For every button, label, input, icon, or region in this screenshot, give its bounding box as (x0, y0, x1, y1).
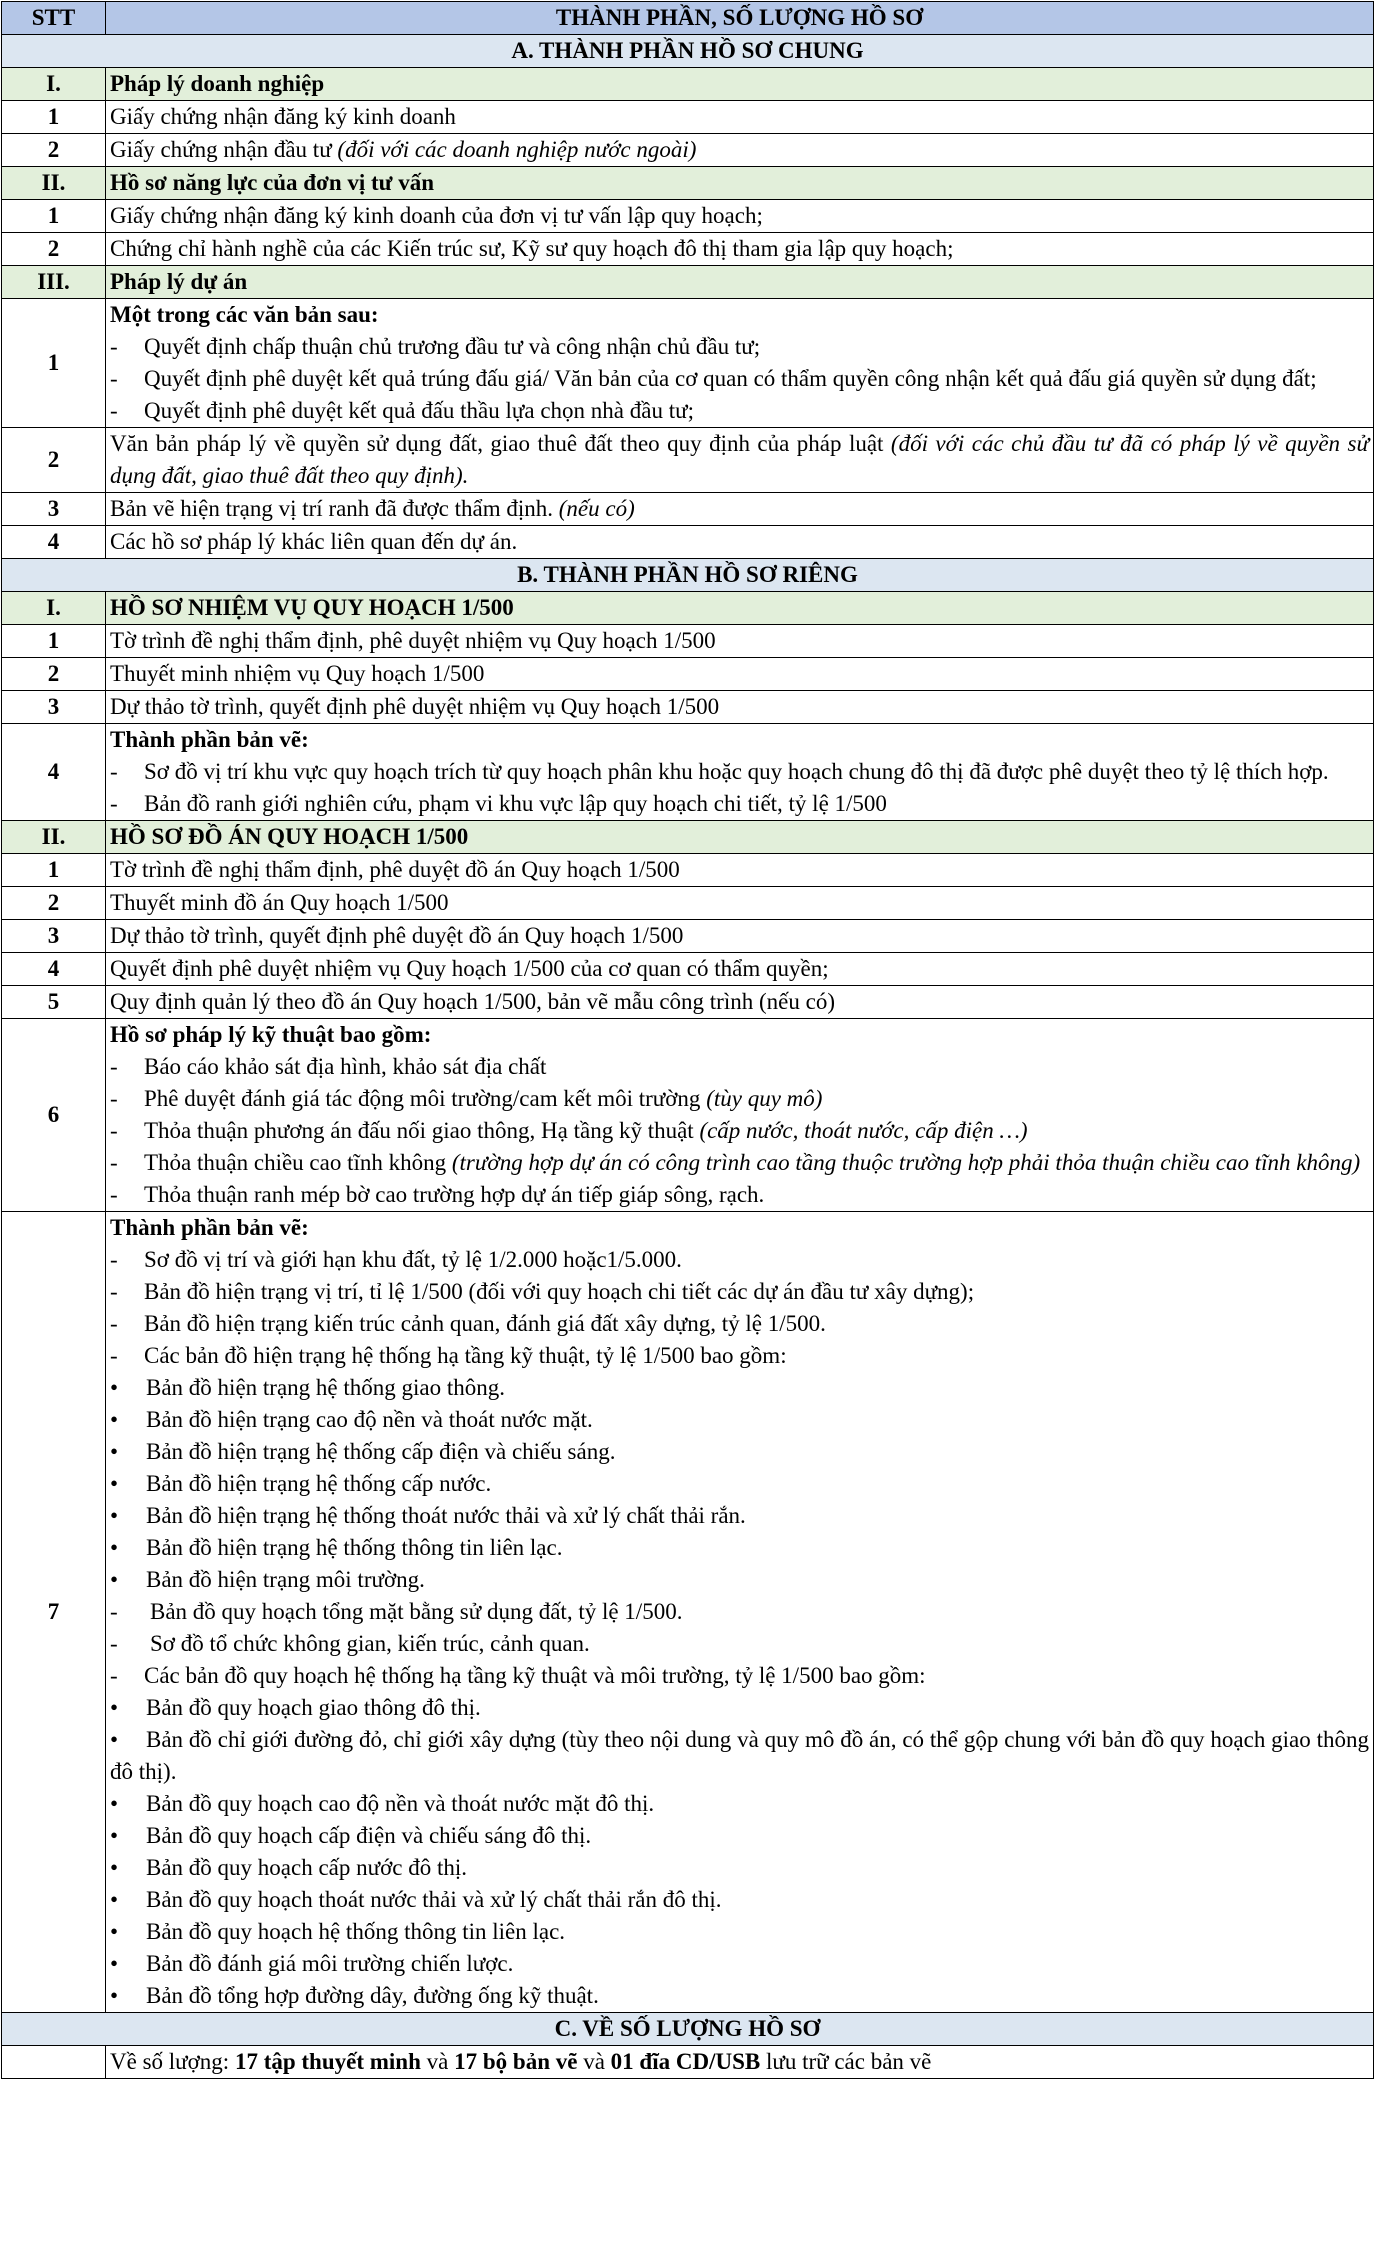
bullet-marker: • (110, 1567, 119, 1592)
row-no: 2 (2, 134, 106, 167)
list-item: Bản đồ hiện trạng vị trí, tỉ lệ 1/500 (đối với quy hoạch chi tiết các dự án đầu tư xây dựng); (144, 1279, 975, 1304)
row-no: 1 (2, 101, 106, 134)
list-item: Sơ đồ vị trí và giới hạn khu đất, tỷ lệ 1/2.000 hoặc1/5.000. (144, 1247, 682, 1272)
table-row (2, 724, 1374, 821)
list-item: Bản đồ chỉ giới đường đỏ, chỉ giới xây dựng (tùy theo nội dung và quy mô đồ án, có thể gộp chung với bản đồ quy hoạch giao thông đô thị). (110, 1727, 1369, 1784)
row-no: 1 (2, 854, 106, 887)
list-item: Bản đồ quy hoạch hệ thống thông tin liên lạc. (146, 1919, 566, 1944)
row-text: Giấy chứng nhận đăng ký kinh doanh (106, 101, 1374, 134)
quantity-part: và (577, 2049, 611, 2074)
list-item: Bản đồ hiện trạng hệ thống thoát nước thải và xử lý chất thải rắn. (146, 1503, 746, 1528)
table-row (2, 854, 1374, 887)
row-no-empty (2, 2046, 106, 2079)
group-no: I. (2, 592, 106, 625)
row-text (106, 1212, 1374, 2013)
dash-marker: - (110, 1150, 118, 1175)
group-no: II. (2, 821, 106, 854)
row-text: Tờ trình đề nghị thẩm định, phê duyệt nhiệm vụ Quy hoạch 1/500 (106, 625, 1374, 658)
dash-marker: - (110, 1182, 118, 1207)
row-no: 5 (2, 986, 106, 1019)
list-item: Bản đồ quy hoạch giao thông đô thị. (146, 1695, 481, 1720)
bullet-marker: • (110, 1823, 119, 1848)
dash-marker: - (110, 1631, 118, 1656)
table-row (2, 1019, 1374, 1212)
row-text: Dự thảo tờ trình, quyết định phê duyệt nhiệm vụ Quy hoạch 1/500 (106, 691, 1374, 724)
bullet-marker: • (110, 1983, 119, 2008)
group-a-2 (2, 167, 1374, 200)
group-title: Hồ sơ năng lực của đơn vị tư vấn (106, 167, 1374, 200)
section-b (2, 559, 1374, 592)
row-no: 1 (2, 625, 106, 658)
bullet-marker: • (110, 1375, 119, 1400)
dash-marker: - (110, 334, 118, 359)
bullet-marker: • (110, 1855, 119, 1880)
row-heading: Một trong các văn bản sau: (110, 302, 379, 327)
row-text: Quy định quản lý theo đồ án Quy hoạch 1/500, bản vẽ mẫu công trình (nếu có) (106, 986, 1374, 1019)
section-b-title: B. THÀNH PHẦN HỒ SƠ RIÊNG (2, 559, 1374, 592)
table-row (2, 299, 1374, 428)
list-item: Bản đồ đánh giá môi trường chiến lược. (146, 1951, 514, 1976)
row-heading: Thành phần bản vẽ: (110, 1215, 309, 1240)
list-item: Các bản đồ quy hoạch hệ thống hạ tầng kỹ thuật và môi trường, tỷ lệ 1/500 bao gồm: (144, 1663, 926, 1688)
dash-marker: - (110, 1247, 118, 1272)
list-item: Bản đồ hiện trạng hệ thống giao thông. (146, 1375, 505, 1400)
bullet-marker: • (110, 1919, 119, 1944)
dash-marker: - (110, 1663, 118, 1688)
dash-marker: - (110, 1343, 118, 1368)
row-text: Thuyết minh đồ án Quy hoạch 1/500 (106, 887, 1374, 920)
dash-marker: - (110, 1599, 118, 1624)
row-note: (đối với các doanh nghiệp nước ngoài) (337, 137, 697, 162)
section-c-title: C. VỀ SỐ LƯỢNG HỒ SƠ (2, 2013, 1374, 2046)
list-item: Các bản đồ hiện trạng hệ thống hạ tầng kỹ thuật, tỷ lệ 1/500 bao gồm: (144, 1343, 787, 1368)
table-row (2, 493, 1374, 526)
row-no: 3 (2, 691, 106, 724)
quantity-part: Về số lượng: (110, 2049, 235, 2074)
group-title: HỒ SƠ ĐỒ ÁN QUY HOẠCH 1/500 (106, 821, 1374, 854)
quantity-text (106, 2046, 1374, 2079)
table-row (2, 428, 1374, 493)
row-no: 2 (2, 658, 106, 691)
quantity-part: và (420, 2049, 455, 2074)
list-item: Sơ đồ vị trí khu vực quy hoạch trích từ quy hoạch phân khu hoặc quy hoạch chung đô thị đã được phê duyệt theo tỷ lệ thích hợp. (144, 759, 1329, 784)
header-title: THÀNH PHẦN, SỐ LƯỢNG HỒ SƠ (106, 2, 1374, 35)
row-no: 3 (2, 920, 106, 953)
row-text: Giấy chứng nhận đăng ký kinh doanh của đơn vị tư vấn lập quy hoạch; (106, 200, 1374, 233)
dash-marker: - (110, 791, 118, 816)
list-item: Bản đồ tổng hợp đường dây, đường ống kỹ thuật. (146, 1983, 599, 2008)
row-heading: Thành phần bản vẽ: (110, 727, 309, 752)
dash-marker: - (110, 759, 118, 784)
group-title: Pháp lý dự án (106, 266, 1374, 299)
bullet-marker: • (110, 1887, 119, 1912)
group-b-2 (2, 821, 1374, 854)
group-b-1 (2, 592, 1374, 625)
table-row (2, 887, 1374, 920)
quantity-part: lưu trữ các bản vẽ (760, 2049, 932, 2074)
row-text (106, 299, 1374, 428)
row-note: (nếu có) (558, 496, 635, 521)
row-no: 4 (2, 526, 106, 559)
list-item: Sơ đồ tổ chức không gian, kiến trúc, cảnh quan. (150, 1631, 590, 1656)
bullet-marker: • (110, 1951, 119, 1976)
row-text: Thuyết minh nhiệm vụ Quy hoạch 1/500 (106, 658, 1374, 691)
list-item-note: (cấp nước, thoát nước, cấp điện …) (699, 1118, 1028, 1143)
row-no: 1 (2, 200, 106, 233)
list-item: Thỏa thuận ranh mép bờ cao trường hợp dự án tiếp giáp sông, rạch. (144, 1182, 765, 1207)
row-heading: Hồ sơ pháp lý kỹ thuật bao gồm: (110, 1022, 432, 1047)
table-header (2, 2, 1374, 35)
quantity-bold: 01 đĩa CD/USB (610, 2049, 761, 2074)
dash-marker: - (110, 1118, 118, 1143)
bullet-marker: • (110, 1471, 119, 1496)
bullet-marker: • (110, 1695, 119, 1720)
dash-marker: - (110, 366, 118, 391)
list-item: Thỏa thuận phương án đấu nối giao thông, Hạ tầng kỹ thuật (144, 1118, 700, 1143)
list-item: Phê duyệt đánh giá tác động môi trường/cam kết môi trường (144, 1086, 707, 1111)
row-text-main: Bản vẽ hiện trạng vị trí ranh đã được thẩm định. (110, 496, 559, 521)
row-no: 3 (2, 493, 106, 526)
list-item: Bản đồ hiện trạng hệ thống thông tin liên lạc. (146, 1535, 563, 1560)
group-no: II. (2, 167, 106, 200)
table-row (2, 134, 1374, 167)
list-item: Bản đồ quy hoạch cấp điện và chiếu sáng đô thị. (146, 1823, 592, 1848)
dash-marker: - (110, 1086, 118, 1111)
bullet-marker: • (110, 1535, 119, 1560)
list-item: Bản đồ ranh giới nghiên cứu, phạm vi khu vực lập quy hoạch chi tiết, tỷ lệ 1/500 (144, 791, 887, 816)
list-item: Bản đồ quy hoạch cao độ nền và thoát nước mặt đô thị. (146, 1791, 655, 1816)
list-item: Bản đồ quy hoạch cấp nước đô thị. (146, 1855, 468, 1880)
row-text: Chứng chỉ hành nghề của các Kiến trúc sư, Kỹ sư quy hoạch đô thị tham gia lập quy hoạch; (106, 233, 1374, 266)
table-row (2, 233, 1374, 266)
table-row (2, 691, 1374, 724)
row-no: 4 (2, 953, 106, 986)
group-title: Pháp lý doanh nghiệp (106, 68, 1374, 101)
list-item: Quyết định chấp thuận chủ trương đầu tư và công nhận chủ đầu tư; (144, 334, 761, 359)
section-c (2, 2013, 1374, 2046)
row-text: Quyết định phê duyệt nhiệm vụ Quy hoạch 1/500 của cơ quan có thẩm quyền; (106, 953, 1374, 986)
list-item: Báo cáo khảo sát địa hình, khảo sát địa chất (144, 1054, 547, 1079)
dash-marker: - (110, 1054, 118, 1079)
group-a-3 (2, 266, 1374, 299)
row-no: 2 (2, 428, 106, 493)
row-no: 1 (2, 299, 106, 428)
list-item: Bản đồ hiện trạng kiến trúc cảnh quan, đánh giá đất xây dựng, tỷ lệ 1/500. (144, 1311, 826, 1336)
section-a (2, 35, 1374, 68)
row-text (106, 493, 1374, 526)
dossier-table (1, 1, 1374, 2079)
row-text: Dự thảo tờ trình, quyết định phê duyệt đồ án Quy hoạch 1/500 (106, 920, 1374, 953)
group-no: I. (2, 68, 106, 101)
table-row (2, 953, 1374, 986)
list-item: Quyết định phê duyệt kết quả đấu thầu lựa chọn nhà đầu tư; (144, 398, 694, 423)
row-text-main: Văn bản pháp lý về quyền sử dụng đất, giao thuê đất theo quy định của pháp luật (110, 431, 891, 456)
row-text-main: Giấy chứng nhận đầu tư (110, 137, 338, 162)
list-item: Bản đồ hiện trạng hệ thống cấp nước. (146, 1471, 492, 1496)
table-row (2, 2046, 1374, 2079)
list-item: Thỏa thuận chiều cao tĩnh không (144, 1150, 452, 1175)
row-text (106, 724, 1374, 821)
group-title: HỒ SƠ NHIỆM VỤ QUY HOẠCH 1/500 (106, 592, 1374, 625)
group-a-1 (2, 68, 1374, 101)
quantity-bold: 17 tập thuyết minh (234, 2049, 421, 2074)
list-item: Bản đồ hiện trạng hệ thống cấp điện và chiếu sáng. (146, 1439, 616, 1464)
list-item-note: (tùy quy mô) (706, 1086, 823, 1111)
section-a-title: A. THÀNH PHẦN HỒ SƠ CHUNG (2, 35, 1374, 68)
row-text (106, 1019, 1374, 1212)
row-no: 2 (2, 887, 106, 920)
bullet-marker: • (110, 1503, 119, 1528)
document-sheet (0, 1, 1374, 2254)
row-note: (đối với các chủ đầu tư đã có pháp lý về quyền sử dụng đất, giao thuê đất theo quy định). (110, 431, 1369, 488)
list-item: Bản đồ quy hoạch tổng mặt bằng sử dụng đất, tỷ lệ 1/500. (150, 1599, 683, 1624)
list-item: Bản đồ hiện trạng cao độ nền và thoát nước mặt. (146, 1407, 593, 1432)
table-row (2, 986, 1374, 1019)
row-no: 2 (2, 233, 106, 266)
list-item: Bản đồ hiện trạng môi trường. (146, 1567, 425, 1592)
table-row (2, 920, 1374, 953)
quantity-bold: 17 bộ bản vẽ (454, 2049, 578, 2074)
table-row (2, 200, 1374, 233)
row-text (106, 134, 1374, 167)
dash-marker: - (110, 1279, 118, 1304)
list-item-note: (trường hợp dự án có công trình cao tầng thuộc trường hợp phải thỏa thuận chiều cao tĩnh không) (451, 1150, 1361, 1175)
bullet-marker: • (110, 1727, 119, 1752)
bullet-marker: • (110, 1439, 119, 1464)
row-no: 6 (2, 1019, 106, 1212)
dash-marker: - (110, 398, 118, 423)
table-row (2, 526, 1374, 559)
row-no: 7 (2, 1212, 106, 2013)
table-row (2, 625, 1374, 658)
table-row (2, 658, 1374, 691)
header-stt: STT (2, 2, 106, 35)
bullet-marker: • (110, 1407, 119, 1432)
table-row (2, 1212, 1374, 2013)
row-text (106, 428, 1374, 493)
row-text: Các hồ sơ pháp lý khác liên quan đến dự án. (106, 526, 1374, 559)
list-item: Quyết định phê duyệt kết quả trúng đấu giá/ Văn bản của cơ quan có thẩm quyền công nhận kết quả đấu giá quyền sử dụng đất; (144, 366, 1317, 391)
group-no: III. (2, 266, 106, 299)
row-no: 4 (2, 724, 106, 821)
bullet-marker: • (110, 1791, 119, 1816)
table-row (2, 101, 1374, 134)
list-item: Bản đồ quy hoạch thoát nước thải và xử lý chất thải rắn đô thị. (146, 1887, 722, 1912)
row-text: Tờ trình đề nghị thẩm định, phê duyệt đồ án Quy hoạch 1/500 (106, 854, 1374, 887)
dash-marker: - (110, 1311, 118, 1336)
